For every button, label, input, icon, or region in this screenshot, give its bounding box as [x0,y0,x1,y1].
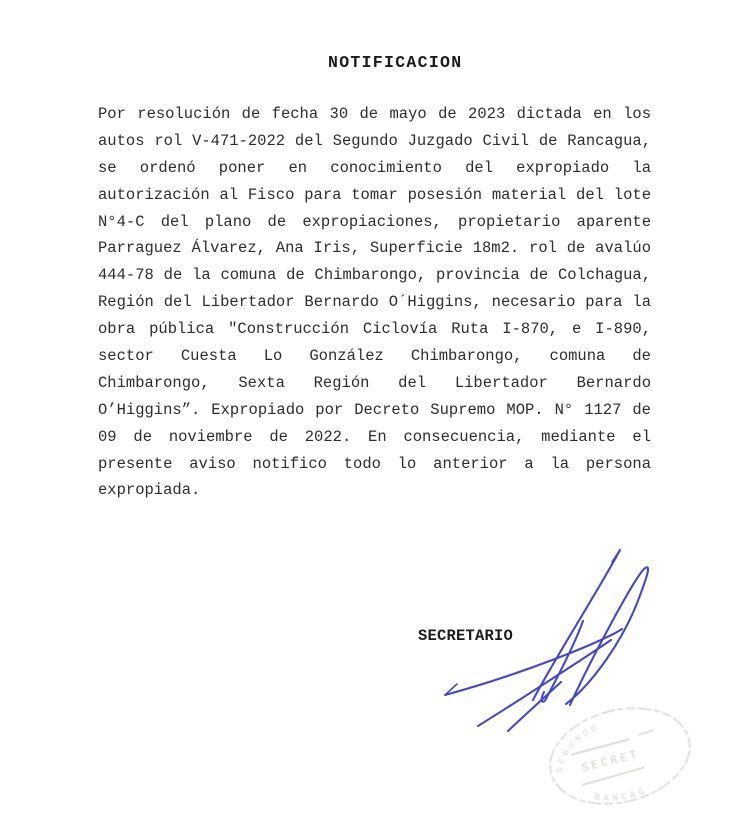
body-line: 09 de noviembre de 2022. En consecuencia, mediante el [98,427,651,446]
body-line: sector Cuesta Lo González Chimbarongo, comuna de [98,347,651,366]
body-line: O’Higgins”. Expropiado por Decreto Supremo MOP. N° 1127 de [98,400,651,419]
stamp-divider-line [638,730,654,735]
stamp-bottom-arc-text: RANCAG [593,784,650,805]
body-line: presente aviso notifico todo lo anterior a la persona [98,454,651,473]
stamp-center-text: SECRET [580,748,642,776]
notification-title: NOTIFICACION [328,53,463,72]
body-line: autos rol V-471-2022 del Segundo Juzgado Civil de Rancagua, [98,131,651,150]
body-line: 444-78 de la comuna de Chimbarongo, provincia de Colchagua, [98,266,651,285]
body-line: autorización al Fisco para tomar posesión material del lote [98,185,651,204]
stamp-texts [546,714,650,814]
body-line: Región del Libertador Bernardo O´Higgins, necesario para la [98,293,651,312]
notification-body [98,101,651,504]
body-line: expropiada. [98,481,201,500]
body-line: N°4-C del plano de expropiaciones, propietario aparente [98,212,651,231]
body-line: se ordenó poner en conocimiento del expropiado la [98,158,651,177]
secretario-label: SECRETARIO [418,627,514,645]
svg-text:RANCAG [591,779,649,810]
body-line: Parraguez Álvarez, Ana Iris, Superficie 18m2. rol de avalúo [98,239,651,258]
court-stamp [540,698,700,814]
body-line: Por resolución de fecha 30 de mayo de 2023 dictada en los [98,105,651,123]
body-line: Chimbarongo, Sexta Región del Libertador Bernardo [98,373,651,392]
stamp-top-arc-text: SEGUNDO [555,721,602,774]
signature-stroke [612,550,620,562]
body-line: obra pública "Construcción Ciclovía Ruta I-870, e I-890, [98,320,651,339]
signature-stroke [445,629,622,695]
signature-stroke [533,550,620,700]
